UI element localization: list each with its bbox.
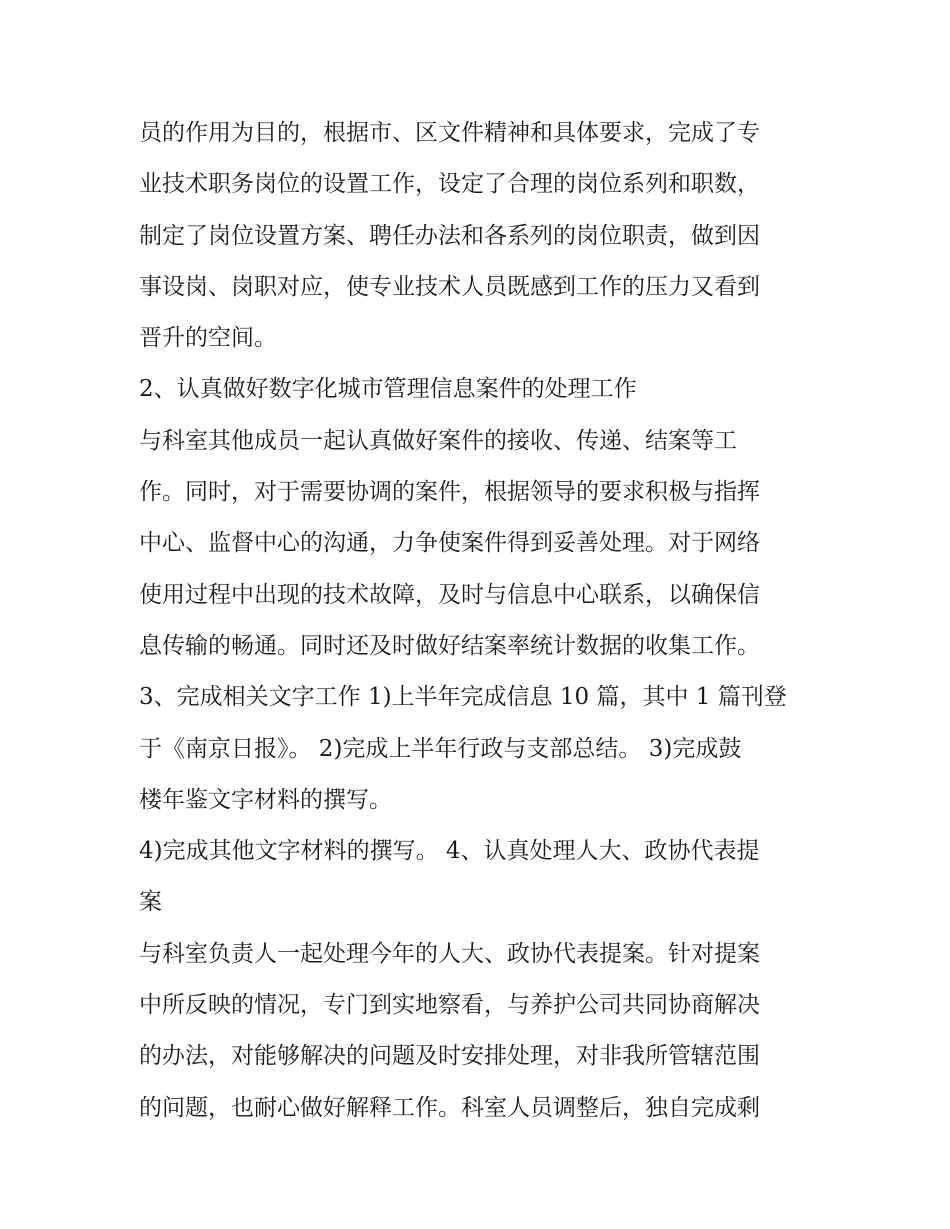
- text-line: 息传输的畅通。同时还及时做好结案率统计数据的收集工作。: [139, 632, 760, 659]
- text-line: 作。同时，对于需要协调的案件，根据领导的要求积极与指挥: [139, 479, 760, 506]
- text-line: 的问题，也耐心做好解释工作。科室人员调整后，独自完成剩: [139, 1094, 760, 1121]
- text-line: 的办法，对能够解决的问题及时安排处理，对非我所管辖范围: [139, 1043, 760, 1070]
- text-line: 业技术职务岗位的设置工作，设定了合理的岗位系列和职数，: [139, 171, 760, 198]
- text-line: 与科室其他成员一起认真做好案件的接收、传递、结案等工: [139, 427, 737, 454]
- text-line: 制定了岗位设置方案、聘任办法和各系列的岗位职责，做到因: [139, 222, 760, 249]
- text-line: 中所反映的情况，专门到实地察看，与养护公司共同协商解决: [139, 992, 760, 1019]
- text-line: 于《南京日报》。 2)完成上半年行政与支部总结。 3)完成鼓: [139, 735, 742, 762]
- section-heading: 3、完成相关文字工作 1)上半年完成信息 10 篇，其中 1 篇刊登: [139, 684, 787, 711]
- document-body: [139, 108, 819, 1134]
- text-line: 楼年鉴文字材料的撰写。: [139, 786, 392, 813]
- text-line: 与科室负责人一起处理今年的人大、政协代表提案。针对提案: [139, 940, 760, 967]
- text-line: 中心、监督中心的沟通，力争使案件得到妥善处理。对于网络: [139, 530, 760, 557]
- text-line: 4)完成其他文字材料的撰写。 4、认真处理人大、政协代表提: [139, 838, 760, 865]
- text-line: 使用过程中出现的技术故障，及时与信息中心联系，以确保信: [139, 581, 760, 608]
- section-heading: 2、认真做好数字化城市管理信息案件的处理工作: [139, 376, 637, 403]
- text-line: 员的作用为目的，根据市、区文件精神和具体要求，完成了专: [139, 120, 760, 146]
- text-line: 案: [139, 889, 162, 916]
- text-line: 晋升的空间。: [139, 325, 277, 352]
- text-line: 事设岗、岗职对应，使专业技术人员既感到工作的压力又看到: [139, 273, 760, 300]
